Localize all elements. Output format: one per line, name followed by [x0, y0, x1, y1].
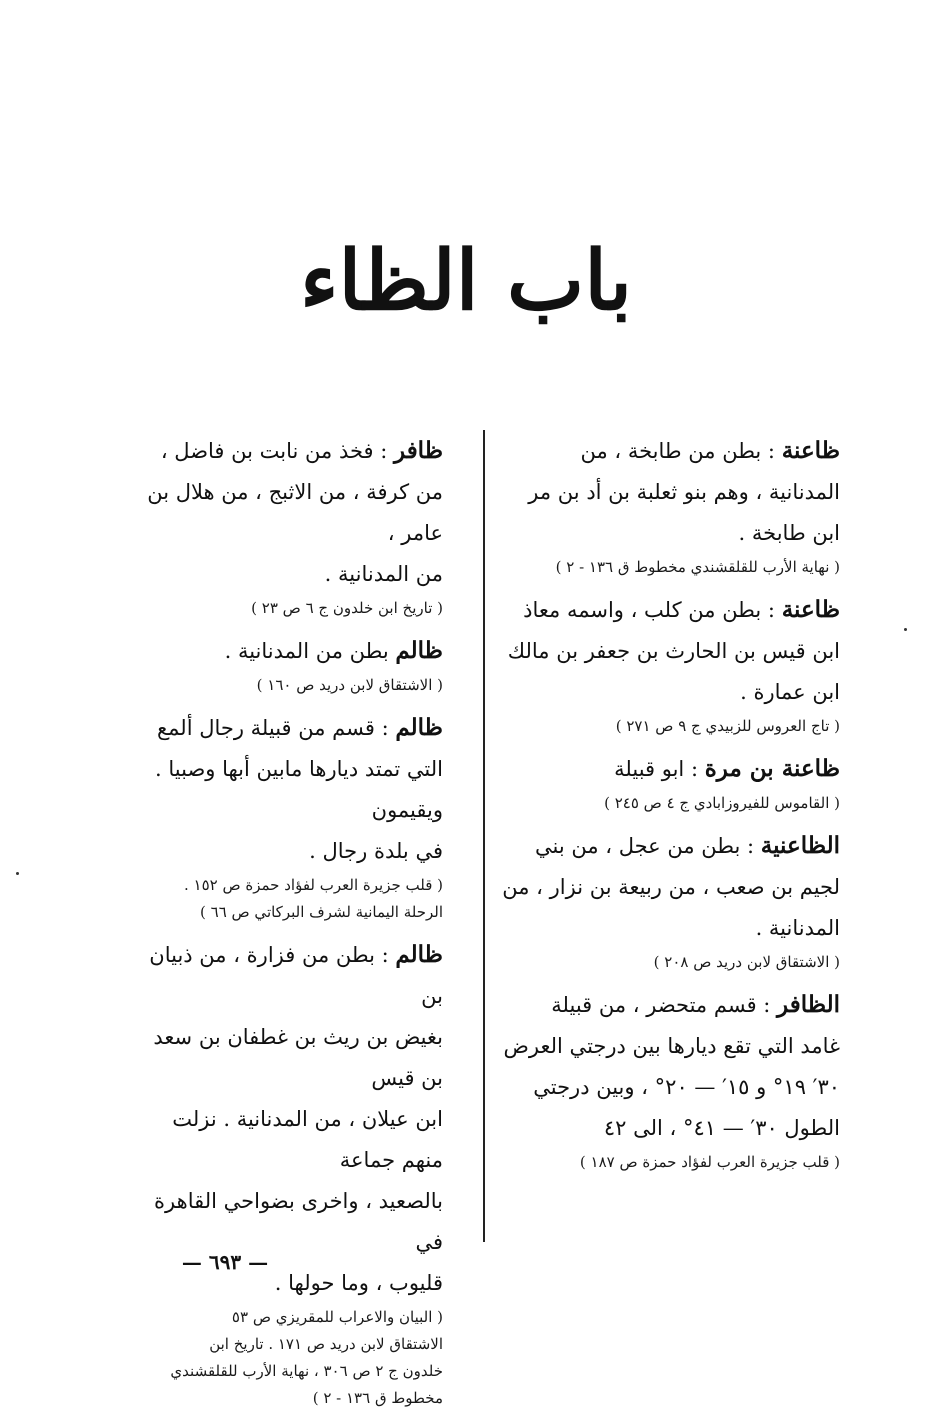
entry-headword: ظاعنة	[781, 596, 840, 623]
entry-headword: ظالم	[395, 637, 443, 664]
entry-text-line: المدنانية ، وهم بنو ثعلبة بن أد بن مر	[528, 480, 840, 504]
right-column	[492, 430, 840, 1184]
entry-text-line: ظافر : فخذ من نابت بن فاضل ،	[160, 437, 443, 464]
chapter-title: باب الظاء	[299, 233, 633, 329]
entry-text-line: من المدنانية .	[324, 562, 443, 586]
entry-text-line: الظاعنية : بطن من عجل ، من بني	[535, 832, 840, 859]
dictionary-entry	[492, 430, 840, 581]
entry-headword: ظالم	[395, 714, 443, 741]
dictionary-entry	[492, 748, 840, 817]
entry-text-line: التي تمتد ديارها مابين أبها وصبيا . ويقيمون	[155, 757, 443, 822]
entry-text-line: الطول ٣٠′ — ٤١° ، الى ٤٢	[603, 1116, 840, 1140]
page-number: — ٦٩٣ —	[181, 1250, 269, 1274]
entry-text-line: من كرفة ، من الاثبج ، من هلال بن عامر ،	[147, 480, 443, 545]
entry-headword: ظاعنة	[781, 437, 840, 464]
entry-reference: ( الاشتقاق لابن دريد ص ٢٠٨ )	[653, 953, 840, 971]
dictionary-entry	[492, 825, 840, 976]
entry-reference: ( تاج العروس للزبيدي ج ٩ ص ٢٧١ )	[615, 717, 840, 735]
entry-reference: ( قلب جزيرة العرب لفؤاد حمزة ص ١٥٢ .	[183, 876, 443, 894]
entry-headword: ظافر	[394, 437, 443, 464]
entry-headword: الظافر	[777, 991, 840, 1018]
entry-text-line: ابن عمارة .	[740, 680, 840, 704]
entry-text-line: ابن عيلان ، من المدنانية . نزلت منهم جماعة	[172, 1107, 443, 1172]
scan-speck	[904, 628, 907, 631]
entry-text-line: ظاعنة : بطن من طابخة ، من	[580, 437, 840, 464]
entry-text-line: ظاعنة بن مرة : ابو قبيلة	[614, 755, 840, 782]
entry-reference: ( البيان والاعراب للمقريزي ص ٥٣	[231, 1308, 443, 1326]
entry-text-line: بغيض بن ريث بن غطفان بن سعد بن قيس	[153, 1025, 443, 1090]
entry-text-line: في بلدة رجال .	[309, 839, 443, 863]
entry-text-line: بالصعيد ، واخرى بضواحي القاهرة في	[154, 1189, 443, 1254]
entry-text-line: لجيم بن صعب ، من ربيعة بن نزار ، من	[502, 875, 840, 899]
entry-reference: ( الاشتقاق لابن دريد ص ١٦٠ )	[256, 676, 443, 694]
column-divider	[483, 430, 485, 1242]
entry-reference: الرحلة اليمانية لشرف البركاتي ص ٦٦ )	[200, 903, 443, 921]
entry-text-line: ظالم بطن من المدنانية .	[224, 637, 443, 664]
entry-text-line: ابن طابخة .	[738, 521, 840, 545]
entry-reference: الاشتقاق لابن دريد ص ١٧١ . تاريخ ابن	[209, 1335, 443, 1353]
entry-text-line: المدنانية .	[755, 916, 840, 940]
entry-headword: ظالم	[395, 941, 443, 968]
entry-reference: ( القاموس للفيروزابادي ج ٤ ص ٢٤٥ )	[604, 794, 840, 812]
entry-reference: مخطوط ق ١٣٦ - ٢ )	[312, 1389, 443, 1407]
entry-text-line: ٣٠′ ١٩° و ١٥′ — ٢٠° ، وبين درجتي	[533, 1075, 840, 1099]
entry-reference: ( تاريخ ابن خلدون ج ٦ ص ٢٣ )	[251, 599, 443, 617]
entry-text-line: ابن قيس بن الحارث بن جعفر بن مالك	[507, 639, 840, 663]
entry-headword: الظاعنية	[760, 832, 840, 859]
dictionary-entry	[492, 589, 840, 740]
entry-reference: خلدون ج ٢ ص ٣٠٦ ، نهاية الأرب للقلقشندي	[170, 1362, 443, 1380]
entry-text-line: الظافر : قسم متحضر ، من قبيلة	[551, 991, 840, 1018]
dictionary-entry	[125, 934, 443, 1412]
dictionary-entry	[492, 984, 840, 1176]
entry-reference: ( نهاية الأرب للقلقشندي مخطوط ق ١٣٦ - ٢ )	[555, 558, 840, 576]
dictionary-entry	[125, 707, 443, 926]
entry-headword: ظاعنة بن مرة	[704, 755, 840, 782]
dictionary-entry	[125, 430, 443, 622]
entry-text-line: ظالم : بطن من فزارة ، من ذبيان بن	[149, 941, 443, 1008]
dictionary-entry	[125, 630, 443, 699]
entry-text-line: ظالم : قسم من قبيلة رجال ألمع	[156, 714, 443, 741]
entry-text-line: ظاعنة : بطن من كلب ، واسمه معاذ	[523, 596, 840, 623]
entry-text-line: غامد التي تقع ديارها بين درجتي العرض	[503, 1034, 840, 1058]
scan-speck	[16, 872, 19, 875]
entry-text-line: قليوب ، وما حولها .	[274, 1271, 443, 1295]
entry-reference: ( قلب جزيرة العرب لفؤاد حمزة ص ١٨٧ )	[579, 1153, 840, 1171]
